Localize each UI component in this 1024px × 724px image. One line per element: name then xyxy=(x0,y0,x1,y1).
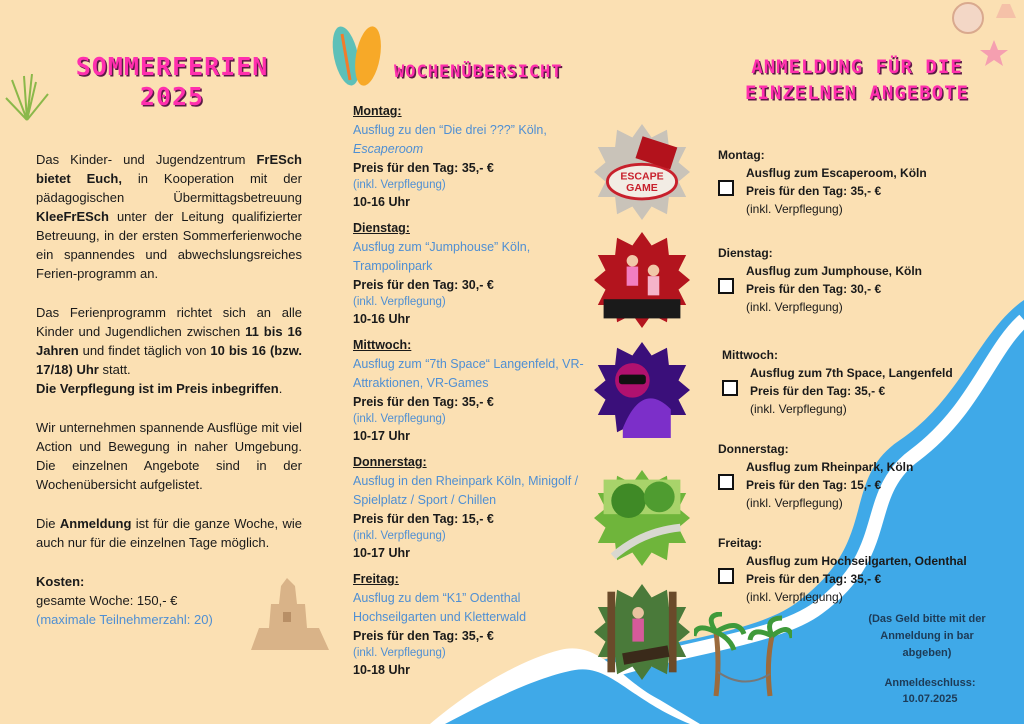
palm-trees-icon xyxy=(694,612,792,698)
intro-column xyxy=(36,52,302,629)
thursday-checkbox[interactable] xyxy=(718,474,734,490)
svg-text:GAME: GAME xyxy=(626,182,658,195)
overview-day-tuesday: Dienstag: Ausflug zum “Jumphouse” Köln, Trampolinpark Preis für den Tag: 30,- € (inkl. Verpflegung) 10-16 Uhr xyxy=(353,221,531,326)
intro-paragraph: Das Kinder- und Jugendzentrum FrESch bietet Euch, in Kooperation mit der pädagogischen Übermittagsbetreuung KleeFrESch unter der Leitung qualifizierter Betreuung, in der ersten Sommerferienwoche ein spannendes und abwechslungsreiches Ferien-programm an. xyxy=(36,152,302,281)
activities-paragraph: Wir unternehmen spannende Ausflüge mit viel Action und Bewegung in naher Umgebung. Die einzelnen Angebote sind in der Wochenübersicht aufgelistet. xyxy=(36,420,302,492)
friday-checkbox[interactable] xyxy=(718,568,734,584)
overview-day-thursday: Donnerstag: Ausflug in den Rheinpark Köln, Minigolf / Spielplatz / Sport / Chillen Preis für den Tag: 15,- € (inkl. Verpflegung) 10-17 Uhr xyxy=(353,455,579,560)
main-title-line1: SOMMERFERIEN xyxy=(75,52,269,81)
surfboard-icon xyxy=(328,24,388,90)
costs-max-participants: (maximale Teilnehmerzahl: 20) xyxy=(36,612,213,627)
program-paragraph: Das Ferienprogramm richtet sich an alle Kinder und Jugendlichen zwischen 11 bis 16 Jahren und findet täglich von 10 bis 16 (bzw. 17/18) Uhr statt. Die Verpflegung ist im Preis inbegriffen. xyxy=(36,305,302,396)
costs-section xyxy=(36,572,302,629)
registration-item-friday: Freitag: Ausflug zum Hochseilgarten, Odenthal Preis für den Tag: 35,- € (inkl. Verpflegung) xyxy=(718,536,967,604)
registration-title-line1: ANMELDUNG FÜR DIE xyxy=(751,56,963,78)
costs-week: gesamte Woche: 150,- € xyxy=(36,593,178,608)
registration-item-tuesday: Dienstag: Ausflug zum Jumphouse, Köln Preis für den Tag: 30,- € (inkl. Verpflegung) xyxy=(718,246,922,314)
registration-title xyxy=(712,54,1002,106)
registration-paragraph: Die Anmeldung ist für die ganze Woche, wie auch nur für die einzelnen Tage möglich. xyxy=(36,516,303,550)
main-title xyxy=(42,52,302,112)
photo-jumphouse xyxy=(594,232,690,328)
overview-day-monday: Montag: Ausflug zu den “Die drei ???” Köln, Escaperoom Preis für den Tag: 35,- € (inkl. Verpflegung) 10-16 Uhr xyxy=(353,104,547,209)
tuesday-checkbox[interactable] xyxy=(718,278,734,294)
photo-vr-space xyxy=(594,342,690,438)
svg-text:ESCAPE: ESCAPE xyxy=(620,170,664,183)
registration-deadline: Anmeldeschluss: 10.07.2025 xyxy=(884,677,976,705)
main-title-line2: 2025 xyxy=(139,82,205,111)
overview-day-friday: Freitag: Ausflug zu dem “K1” Odenthal Hochseilgarten und Kletterwald Preis für den Tag: 35,- € (inkl. Verpflegung) 10-18 Uhr xyxy=(353,572,527,677)
registration-item-thursday: Donnerstag: Ausflug zum Rheinpark, Köln Preis für den Tag: 15,- € (inkl. Verpflegung) xyxy=(718,442,914,510)
costs-label: Kosten: xyxy=(36,574,85,589)
wednesday-checkbox[interactable] xyxy=(722,380,738,396)
registration-item-monday: Montag: Ausflug zum Escaperoom, Köln Preis für den Tag: 35,- € (inkl. Verpflegung) xyxy=(718,148,927,216)
overview-column xyxy=(353,102,603,687)
monday-checkbox[interactable] xyxy=(718,180,734,196)
photo-kletterwald xyxy=(594,584,690,680)
payment-note: (Das Geld bitte mit der Anmeldung in bar abgeben) xyxy=(868,613,986,659)
photo-escaperoom xyxy=(594,124,690,220)
photo-rheinpark xyxy=(594,470,690,566)
registration-item-wednesday: Mittwoch: Ausflug zum 7th Space, Langenfeld Preis für den Tag: 35,- € (inkl. Verpflegung) xyxy=(722,348,953,416)
overview-day-wednesday: Mittwoch: Ausflug zum “7th Space“ Langenfeld, VR-Attraktionen, VR-Games Preis für den Tag: 35,- € (inkl. Verpflegung) 10-17 Uhr xyxy=(353,338,584,443)
overview-title: WOCHENÜBERSICHT xyxy=(394,62,563,82)
registration-title-line2: EINZELNEN ANGEBOTE xyxy=(745,82,969,104)
